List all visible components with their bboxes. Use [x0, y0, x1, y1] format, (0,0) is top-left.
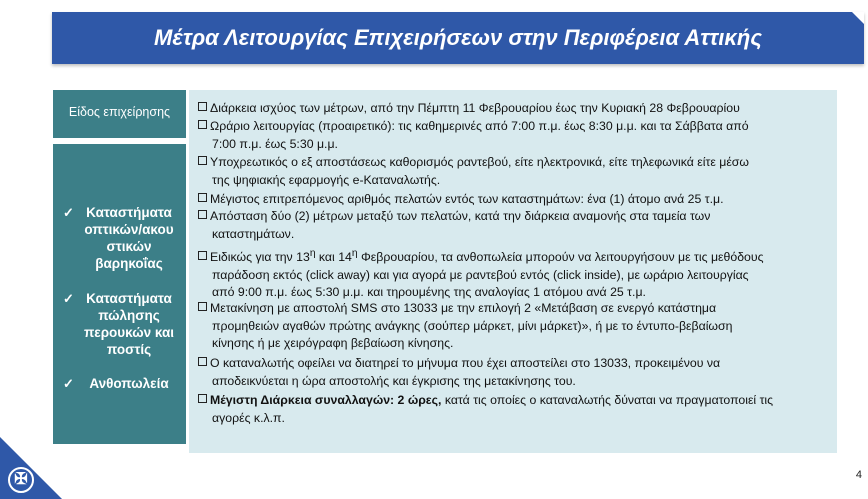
checkbox-bullet-icon	[198, 193, 207, 202]
measure-item	[198, 355, 832, 390]
measure-item	[198, 245, 832, 302]
title-banner	[52, 12, 864, 64]
category-florists	[53, 375, 186, 392]
measure-text: Διάρκεια ισχύος των μέτρων, από την Πέμπτη 11 Φεβρουαρίου έως την Κυριακή 28 Φεβρουαρίου	[210, 101, 740, 115]
measure-text: Ειδικώς για την 13	[210, 250, 310, 265]
checkbox-bullet-icon	[198, 251, 207, 260]
page-title: Μέτρα Λειτουργίας Επιχειρήσεων στην Περιφέρεια Αττικής	[154, 25, 762, 50]
superscript: η	[351, 248, 358, 259]
category-line: οπτικών/ακου	[84, 222, 174, 237]
category-wigs	[53, 290, 186, 358]
superscript: η	[309, 248, 316, 259]
category-line: Ανθοπωλεία	[89, 376, 169, 391]
checkbox-bullet-icon	[198, 120, 207, 129]
measure-text: Μετακίνηση με αποστολή SMS στο 13033 με την επιλογή 2 «Μετάβαση σε ενεργό κατάστημα	[210, 301, 717, 315]
measure-text: 7:00 π.μ. έως 5:30 μ.μ.	[212, 136, 338, 151]
measure-item	[198, 191, 832, 209]
measure-text: από 9:00 π.μ. έως 5:30 μ.μ. και τηρουμένης της αναλογίας 1 ατόμου ανά 25 τ.μ.	[212, 285, 646, 300]
checkbox-bullet-icon	[198, 394, 207, 403]
measure-text: κατά τις οποίες ο καταναλωτής δύναται να πραγματοποιεί τις	[441, 393, 774, 407]
check-icon: ✓	[63, 291, 74, 306]
checkbox-bullet-icon	[198, 156, 207, 165]
category-line: ποστίς	[106, 342, 152, 357]
checkbox-bullet-icon	[198, 357, 207, 366]
category-optical	[53, 204, 186, 272]
measure-text: Ο καταναλωτής οφείλει να διατηρεί το μήνυμα που έχει αποστείλει στο 13033, προκειμένου να	[210, 356, 721, 370]
measure-text: αγορές κ.λ.π.	[212, 410, 285, 425]
corner-logo-background	[0, 437, 62, 499]
measure-text: καταστημάτων.	[212, 226, 295, 241]
category-line: βαρηκοΐας	[95, 256, 163, 271]
measure-item	[198, 392, 832, 427]
category-line: Καταστήματα	[86, 291, 172, 306]
category-line: πώλησης	[98, 308, 160, 323]
measure-item	[198, 118, 832, 153]
checkbox-bullet-icon	[198, 210, 207, 219]
category-line: Καταστήματα	[86, 205, 172, 220]
measure-item	[198, 300, 832, 353]
measure-text: και 14	[315, 250, 352, 265]
measure-text-bold: Μέγιστη Διάρκεια συναλλαγών: 2 ώρες,	[210, 393, 442, 407]
category-line: στικών	[106, 239, 152, 254]
measure-text: Υποχρεωτικός ο εξ αποστάσεως καθορισμός ραντεβού, είτε ηλεκτρονικά, είτε τηλεφωνικά είτε μέσω	[210, 155, 749, 169]
measure-text: αποδεικνύεται η ώρα αποστολής και έγκρισης της μετακίνησης του.	[212, 373, 576, 388]
page-number: 4	[855, 469, 862, 481]
measure-text: Φεβρουαρίου, τα ανθοπωλεία μπορούν να λειτουργήσουν με τις μεθόδους	[357, 250, 764, 265]
check-icon: ✓	[63, 205, 74, 220]
measure-text: κίνησης ή με χειρόγραφη βεβαίωση κίνησης.	[212, 336, 454, 350]
measures-panel	[189, 90, 837, 453]
business-type-heading: Είδος επιχείρησης	[53, 90, 186, 138]
measure-text: Ωράριο λειτουργίας (προαιρετικό): τις καθημερινές από 7:00 π.μ. έως 8:30 μ.μ. και τα Σάββατα από	[210, 119, 749, 133]
measure-text: προμηθειών αγαθών πρώτης ανάγκης (σούπερ μάρκετ, μίνι μάρκετ)», ή με το έντυπο-βεβαίωση	[212, 318, 733, 333]
measure-text: της ψηφιακής εφαρμογής e-Καταναλωτής.	[212, 172, 441, 187]
category-line: περουκών και	[83, 325, 175, 340]
measure-text: Μέγιστος επιτρεπόμενος αριθμός πελατών εντός των καταστημάτων: ένα (1) άτομο ανά 25 τ.μ.	[210, 192, 724, 206]
checkbox-bullet-icon	[198, 302, 207, 311]
measure-item	[198, 154, 832, 189]
measure-text: παράδοση εκτός (click away) και για αγορά με ραντεβού εντός (click inside), με ωράριο λειτουργίας	[212, 267, 749, 282]
business-type-list	[53, 144, 186, 444]
measure-text: Απόσταση δύο (2) μέτρων μεταξύ των πελατών, κατά την διάρκεια αναμονής στα ταμεία των	[210, 209, 711, 223]
greek-emblem-icon: ✠	[8, 467, 34, 493]
checkbox-bullet-icon	[198, 102, 207, 111]
measure-item	[198, 208, 832, 243]
measure-item	[198, 100, 832, 118]
check-icon: ✓	[63, 376, 74, 391]
